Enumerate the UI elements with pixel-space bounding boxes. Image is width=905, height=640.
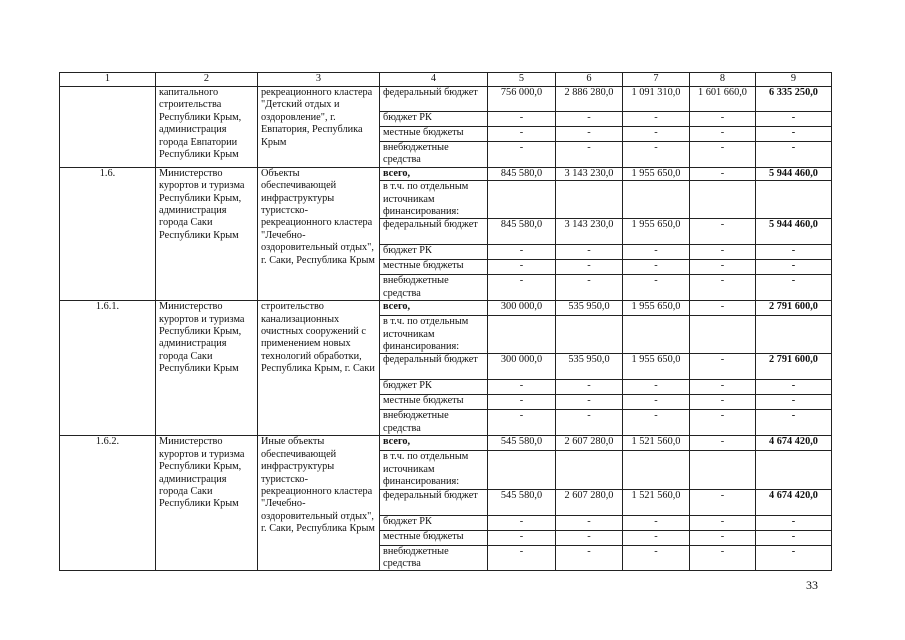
value-cell: - (623, 545, 690, 571)
funding-source: местные бюджеты (380, 260, 488, 275)
value-cell: 4 674 420,0 (756, 436, 832, 451)
value-cell: - (756, 112, 832, 127)
value-cell: - (756, 530, 832, 545)
value-cell: - (756, 260, 832, 275)
value-cell: 3 143 230,0 (556, 167, 623, 180)
value-cell: - (623, 515, 690, 530)
item-number: 1.6. (60, 167, 156, 300)
value-cell: 1 955 650,0 (623, 167, 690, 180)
value-cell: - (690, 489, 756, 515)
funding-source: всего, (380, 301, 488, 316)
value-cell: - (690, 515, 756, 530)
object-cell: строительство канализационных очистных сооружений с применением новых технологий обработки, Республика Крым, г. Саки (258, 301, 380, 436)
value-cell: - (556, 380, 623, 395)
table-row (60, 87, 832, 112)
funding-source: бюджет РК (380, 112, 488, 127)
funding-source: бюджет РК (380, 515, 488, 530)
value-cell: 545 580,0 (488, 436, 556, 451)
value-cell: - (690, 436, 756, 451)
value-cell: - (756, 380, 832, 395)
value-cell: 2 607 280,0 (556, 489, 623, 515)
value-cell: - (690, 380, 756, 395)
value-cell: - (623, 112, 690, 127)
object-cell: Иные объекты обеспечивающей инфраструктуры туристско-рекреационного кластера "Лечебно-оздоровительный отдых", г. Саки, Республика Крым (258, 436, 380, 571)
value-cell: 6 335 250,0 (756, 87, 832, 112)
value-cell: - (556, 410, 623, 436)
funding-source: федеральный бюджет (380, 219, 488, 245)
column-number: 8 (690, 73, 756, 87)
value-cell: - (756, 395, 832, 410)
value-cell: 3 143 230,0 (556, 219, 623, 245)
value-cell: - (690, 410, 756, 436)
value-cell: - (556, 395, 623, 410)
value-cell (756, 181, 832, 219)
value-cell: 5 944 460,0 (756, 219, 832, 245)
value-cell (623, 451, 690, 489)
value-cell (690, 316, 756, 354)
item-number (60, 87, 156, 168)
value-cell: 1 601 660,0 (690, 87, 756, 112)
value-cell: - (690, 530, 756, 545)
executor-cell: Министерство курортов и туризма Республики Крым, администрация города Саки Республики Крым (156, 436, 258, 571)
funding-source: внебюджетные средства (380, 545, 488, 571)
funding-source: в т.ч. по отдельным источникам финансирования: (380, 316, 488, 354)
value-cell: 1 955 650,0 (623, 301, 690, 316)
column-number: 1 (60, 73, 156, 87)
funding-source: всего, (380, 436, 488, 451)
funding-source: в т.ч. по отдельным источникам финансирования: (380, 451, 488, 489)
funding-source: местные бюджеты (380, 127, 488, 142)
value-cell: - (690, 127, 756, 142)
value-cell: 756 000,0 (488, 87, 556, 112)
funding-source: внебюджетные средства (380, 410, 488, 436)
value-cell: - (488, 380, 556, 395)
page-number: 33 (806, 578, 818, 592)
column-number-row (60, 73, 832, 87)
funding-source: федеральный бюджет (380, 87, 488, 112)
value-cell: 535 950,0 (556, 301, 623, 316)
value-cell: - (756, 142, 832, 168)
value-cell: - (623, 395, 690, 410)
value-cell: - (623, 127, 690, 142)
column-number: 7 (623, 73, 690, 87)
value-cell: - (690, 167, 756, 180)
funding-source: внебюджетные средства (380, 275, 488, 301)
value-cell (556, 451, 623, 489)
value-cell: - (488, 112, 556, 127)
value-cell: - (488, 395, 556, 410)
value-cell: - (623, 245, 690, 260)
value-cell: - (488, 127, 556, 142)
value-cell (690, 181, 756, 219)
value-cell (488, 316, 556, 354)
value-cell: - (756, 275, 832, 301)
item-number: 1.6.2. (60, 436, 156, 571)
table-row (60, 167, 832, 180)
value-cell: - (690, 301, 756, 316)
value-cell (488, 181, 556, 219)
value-cell: 4 674 420,0 (756, 489, 832, 515)
value-cell: 535 950,0 (556, 354, 623, 380)
value-cell: 2 607 280,0 (556, 436, 623, 451)
value-cell: 5 944 460,0 (756, 167, 832, 180)
value-cell: - (756, 410, 832, 436)
executor-cell: Министерство курортов и туризма Республики Крым, администрация города Саки Республики Крым (156, 301, 258, 436)
value-cell: - (690, 219, 756, 245)
column-number: 5 (488, 73, 556, 87)
value-cell: - (690, 142, 756, 168)
value-cell: - (556, 260, 623, 275)
value-cell: - (623, 380, 690, 395)
value-cell: - (488, 260, 556, 275)
value-cell: - (756, 245, 832, 260)
value-cell: - (488, 245, 556, 260)
value-cell: - (488, 530, 556, 545)
value-cell: - (488, 142, 556, 168)
value-cell: 1 521 560,0 (623, 489, 690, 515)
value-cell: - (623, 530, 690, 545)
value-cell: 1 521 560,0 (623, 436, 690, 451)
column-number: 6 (556, 73, 623, 87)
value-cell: - (556, 245, 623, 260)
value-cell: - (690, 245, 756, 260)
value-cell: - (488, 275, 556, 301)
value-cell: - (556, 112, 623, 127)
value-cell: - (488, 545, 556, 571)
value-cell: 845 580,0 (488, 167, 556, 180)
funding-source: местные бюджеты (380, 530, 488, 545)
value-cell: - (556, 515, 623, 530)
value-cell: - (623, 410, 690, 436)
funding-source: всего, (380, 167, 488, 180)
value-cell (756, 316, 832, 354)
value-cell: - (556, 142, 623, 168)
value-cell: 2 886 280,0 (556, 87, 623, 112)
table-row (60, 301, 832, 316)
value-cell: - (623, 142, 690, 168)
value-cell: - (556, 530, 623, 545)
value-cell: - (623, 260, 690, 275)
column-number: 4 (380, 73, 488, 87)
value-cell: 545 580,0 (488, 489, 556, 515)
value-cell: - (690, 275, 756, 301)
executor-cell: Министерство курортов и туризма Республики Крым, администрация города Саки Республики Крым (156, 167, 258, 300)
value-cell: - (756, 127, 832, 142)
value-cell: 300 000,0 (488, 354, 556, 380)
object-cell: Объекты обеспечивающей инфраструктуры туристско-рекреационного кластера "Лечебно-оздоровительный отдых", г. Саки, Республика Крым (258, 167, 380, 300)
value-cell: - (488, 515, 556, 530)
value-cell: - (756, 515, 832, 530)
value-cell (690, 451, 756, 489)
funding-source: местные бюджеты (380, 395, 488, 410)
value-cell (623, 181, 690, 219)
funding-source: федеральный бюджет (380, 489, 488, 515)
funding-source: бюджет РК (380, 380, 488, 395)
value-cell: 300 000,0 (488, 301, 556, 316)
value-cell: - (690, 545, 756, 571)
value-cell (623, 316, 690, 354)
funding-source: федеральный бюджет (380, 354, 488, 380)
funding-source: в т.ч. по отдельным источникам финансирования: (380, 181, 488, 219)
value-cell: - (556, 545, 623, 571)
executor-cell: капитального строительства Республики Крым, администрация города Евпатории Республики Крым (156, 87, 258, 168)
funding-source: внебюджетные средства (380, 142, 488, 168)
value-cell: 2 791 600,0 (756, 301, 832, 316)
value-cell: - (756, 545, 832, 571)
value-cell: 1 955 650,0 (623, 354, 690, 380)
value-cell: 1 955 650,0 (623, 219, 690, 245)
value-cell: - (690, 354, 756, 380)
funding-table (59, 72, 832, 571)
value-cell: - (690, 112, 756, 127)
value-cell: - (488, 410, 556, 436)
column-number: 2 (156, 73, 258, 87)
value-cell: - (690, 395, 756, 410)
value-cell: 845 580,0 (488, 219, 556, 245)
value-cell (488, 451, 556, 489)
value-cell: 2 791 600,0 (756, 354, 832, 380)
value-cell: 1 091 310,0 (623, 87, 690, 112)
column-number: 3 (258, 73, 380, 87)
item-number: 1.6.1. (60, 301, 156, 436)
value-cell: - (690, 260, 756, 275)
table-row (60, 436, 832, 451)
value-cell (756, 451, 832, 489)
table-body (60, 87, 832, 571)
value-cell: - (556, 127, 623, 142)
value-cell: - (623, 275, 690, 301)
column-number: 9 (756, 73, 832, 87)
funding-source: бюджет РК (380, 245, 488, 260)
value-cell (556, 316, 623, 354)
value-cell: - (556, 275, 623, 301)
object-cell: рекреационного кластера "Детский отдых и оздоровление", г. Евпатория, Республика Крым (258, 87, 380, 168)
value-cell (556, 181, 623, 219)
